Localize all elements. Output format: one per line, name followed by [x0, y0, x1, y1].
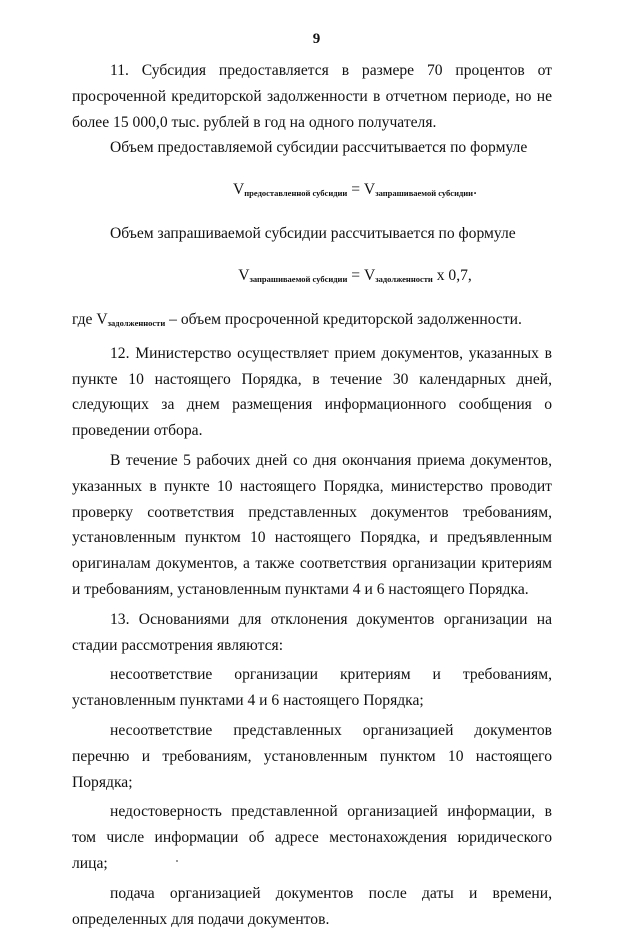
formula-1-v1: V — [233, 181, 245, 199]
where-prefix: где V — [72, 310, 108, 328]
rejection-reason-3: недостоверность представленной организацией информации, в том числе информации об адресе местонахождения юридического лица; — [72, 803, 552, 872]
formula-2-sub1: запрашиваемой субсидии — [249, 273, 348, 284]
formula-intro-1: Объем предоставляемой субсидии рассчитывается по формуле — [110, 139, 528, 157]
rejection-reason-1: несоответствие организации критериям и требованиям, установленным пунктами 4 и 6 настоящего Порядка; — [72, 666, 552, 710]
formula-1-sub2: запрашиваемой субсидии — [375, 188, 474, 199]
page-number: 9 — [312, 31, 321, 47]
scan-speck — [176, 860, 178, 862]
formula-intro-2: Объем запрашиваемой субсидии рассчитывается по формуле — [110, 225, 516, 243]
formula-1-eq: = — [347, 181, 364, 199]
document-body — [72, 58, 552, 932]
where-sub: задолженности — [107, 317, 166, 328]
where-definition — [72, 307, 552, 337]
formula-1 — [72, 178, 552, 205]
formula-2-eq: = — [347, 266, 364, 284]
formula-2 — [72, 264, 552, 291]
formula-1-v2: V — [363, 181, 376, 199]
rejection-reason-2: несоответствие представленных организацией документов перечню и требованиям, установленным пунктом 10 настоящего Порядка; — [72, 721, 552, 791]
rejection-reason-4: подача организацией документов после даты и времени, определенных для подачи документов. — [72, 884, 552, 928]
paragraph-13: 13. Основаниями для отклонения документов организации на стадии рассмотрения являются: — [72, 610, 552, 654]
formula-2-rest: х 0,7, — [432, 266, 472, 284]
where-rest: – объем просроченной кредиторской задолженности. — [165, 310, 522, 328]
formula-1-end: . — [473, 181, 477, 199]
paragraph-12-check: В течение 5 рабочих дней со дня окончания приема документов, указанных в пункте 10 настоящего Порядка, министерство проводит проверку соответствия представленных документов требованиям, установленным пунктом 10 настоящего Порядка, и предъявленным оригиналам документов, а также соответствия организации критериям и требованиям, установленным пунктами 4 и 6 настоящего Порядка. — [72, 451, 552, 598]
formula-2-v2: V — [363, 266, 376, 284]
paragraph-12: 12. Министерство осуществляет прием документов, указанных в пункте 10 настоящего Порядка, в течение 30 календарных дней, следующих за днем размещения информационного сообщения о проведении отбора. — [72, 344, 552, 440]
formula-2-sub2: задолженности — [375, 273, 433, 284]
paragraph-11: 11. Субсидия предоставляется в размере 70 процентов от просроченной кредиторской задолженности в отчетном периоде, но не более 15 000,0 тыс. рублей в год на одного получателя. — [72, 62, 552, 131]
formula-2-v1: V — [238, 266, 250, 284]
formula-1-sub1: предоставленной субсидии — [244, 188, 348, 199]
